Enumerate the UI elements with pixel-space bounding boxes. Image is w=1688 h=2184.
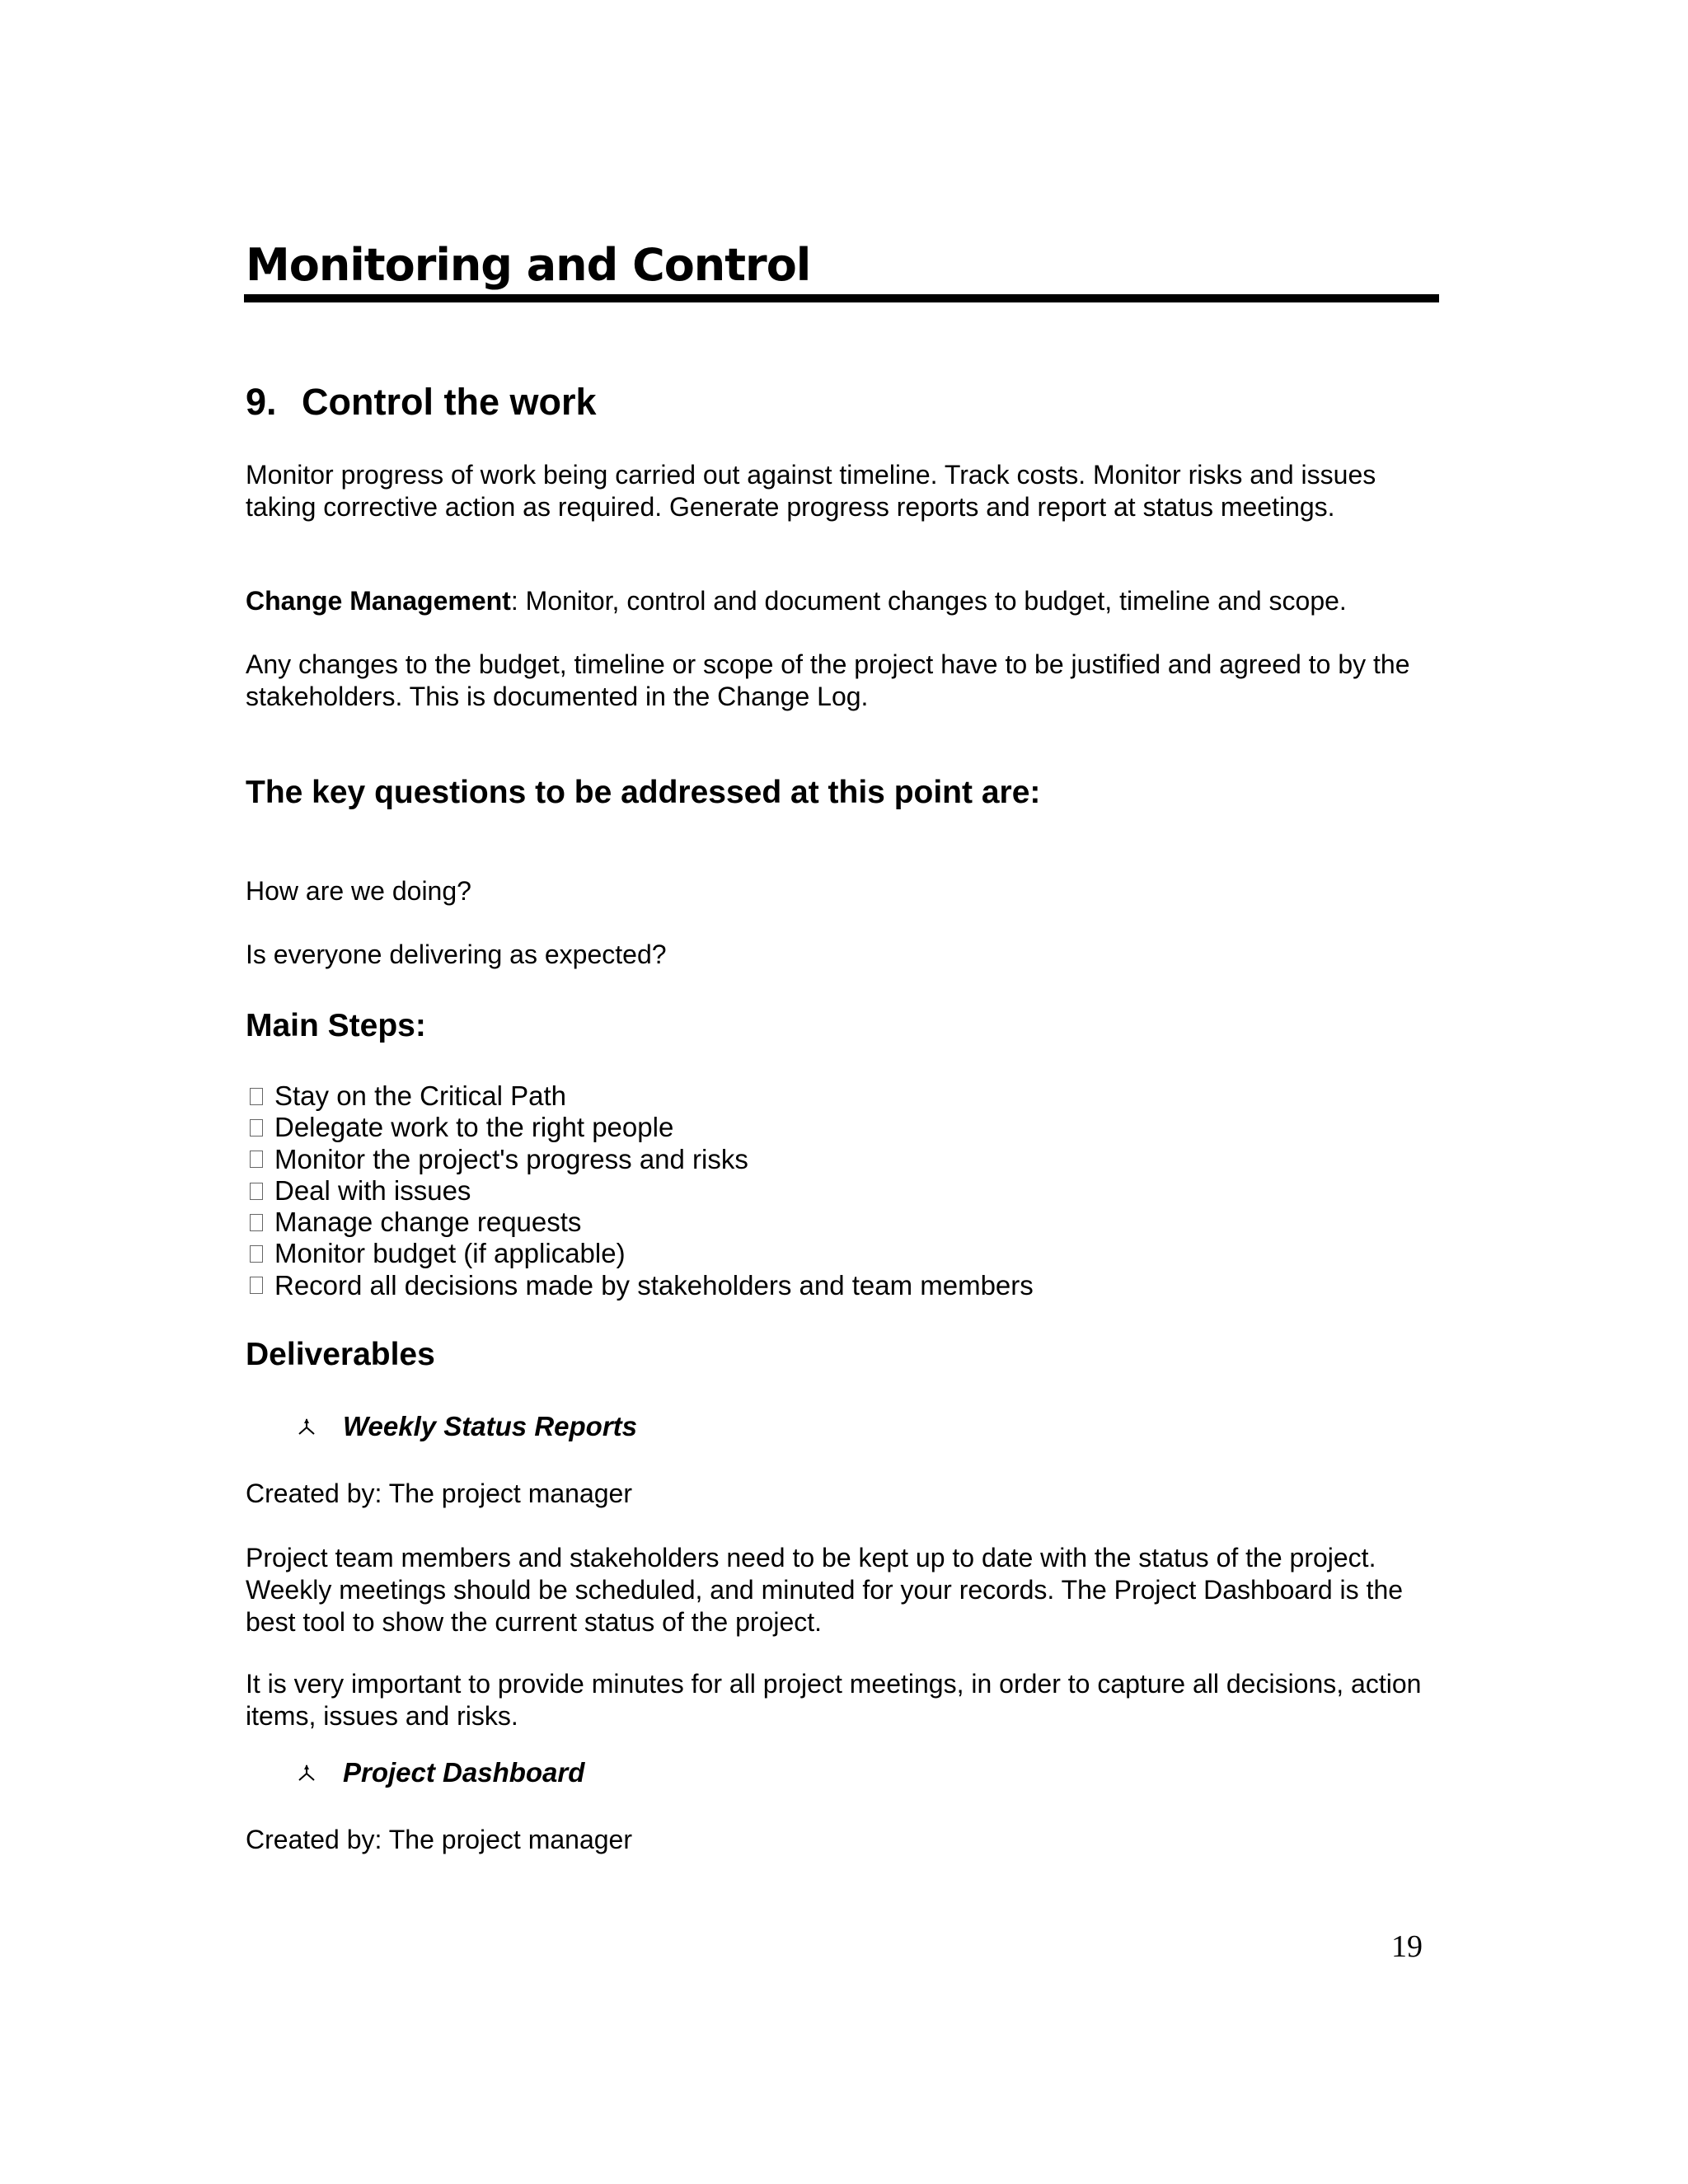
- key-question-2: Is everyone delivering as expected?: [246, 940, 667, 969]
- list-item: Stay on the Critical Path: [246, 1080, 1034, 1112]
- section-title: Control the work: [302, 381, 597, 423]
- section-intro: Monitor progress of work being carried out against timeline. Track costs. Monitor risks and issues taking corrective action as required. Generate progress reports and report at status meetings.: [246, 460, 1376, 522]
- list-item: Delegate work to the right people: [246, 1112, 1034, 1143]
- section-heading: [246, 381, 597, 424]
- checkbox-icon: [250, 1088, 263, 1105]
- deliverable-project-dashboard: [297, 1757, 584, 1788]
- chapter-title-rule: [244, 294, 1439, 302]
- deliverable-weekly-status-reports: [297, 1411, 637, 1442]
- list-item: Manage change requests: [246, 1207, 1034, 1238]
- checkbox-icon: [250, 1151, 263, 1168]
- arrow-up-icon: [297, 1418, 316, 1436]
- deliverable-created-by: Created by: The project manager: [246, 1825, 632, 1854]
- key-questions-heading: The key questions to be addressed at this point are:: [246, 775, 1041, 810]
- list-item: Record all decisions made by stakeholders and team members: [246, 1270, 1034, 1301]
- list-item: Deal with issues: [246, 1175, 1034, 1207]
- change-management-paragraph: [246, 585, 1449, 617]
- change-management-note: Any changes to the budget, timeline or scope of the project have to be justified and agreed to by the stakeholders. This is documented in the Change Log.: [246, 649, 1410, 711]
- checkbox-icon: [250, 1245, 263, 1263]
- deliverable-title: Project Dashboard: [343, 1757, 585, 1788]
- section-number: 9.: [246, 381, 277, 423]
- change-management-label: Change Management: [246, 586, 511, 616]
- checkbox-icon: [250, 1119, 263, 1137]
- weekly-status-paragraph: Project team members and stakeholders need to be kept up to date with the status of the project. Weekly meetings should be scheduled, and minuted for your records. The Project Dashboard is the best tool to show the current status of the project.: [246, 1543, 1404, 1637]
- meeting-minutes-paragraph: It is very important to provide minutes for all project meetings, in order to capture all decisions, action items, issues and risks.: [246, 1669, 1422, 1731]
- main-steps-list: [246, 1080, 1034, 1301]
- deliverable-created-by: Created by: The project manager: [246, 1479, 632, 1508]
- list-item: Monitor the project's progress and risks: [246, 1144, 1034, 1175]
- arrow-up-icon: [297, 1764, 316, 1782]
- checkbox-icon: [250, 1277, 263, 1294]
- main-steps-heading: Main Steps:: [246, 1008, 426, 1043]
- checkbox-icon: [250, 1183, 263, 1200]
- checkbox-icon: [250, 1214, 263, 1231]
- page-number: 19: [1391, 1929, 1423, 1964]
- chapter-title: Monitoring and Control: [246, 239, 811, 291]
- list-item: Monitor budget (if applicable): [246, 1238, 1034, 1269]
- deliverables-heading: Deliverables: [246, 1337, 435, 1372]
- change-management-text: : Monitor, control and document changes to budget, timeline and scope.: [510, 586, 1347, 616]
- key-question-1: How are we doing?: [246, 876, 471, 906]
- deliverable-title: Weekly Status Reports: [343, 1411, 638, 1441]
